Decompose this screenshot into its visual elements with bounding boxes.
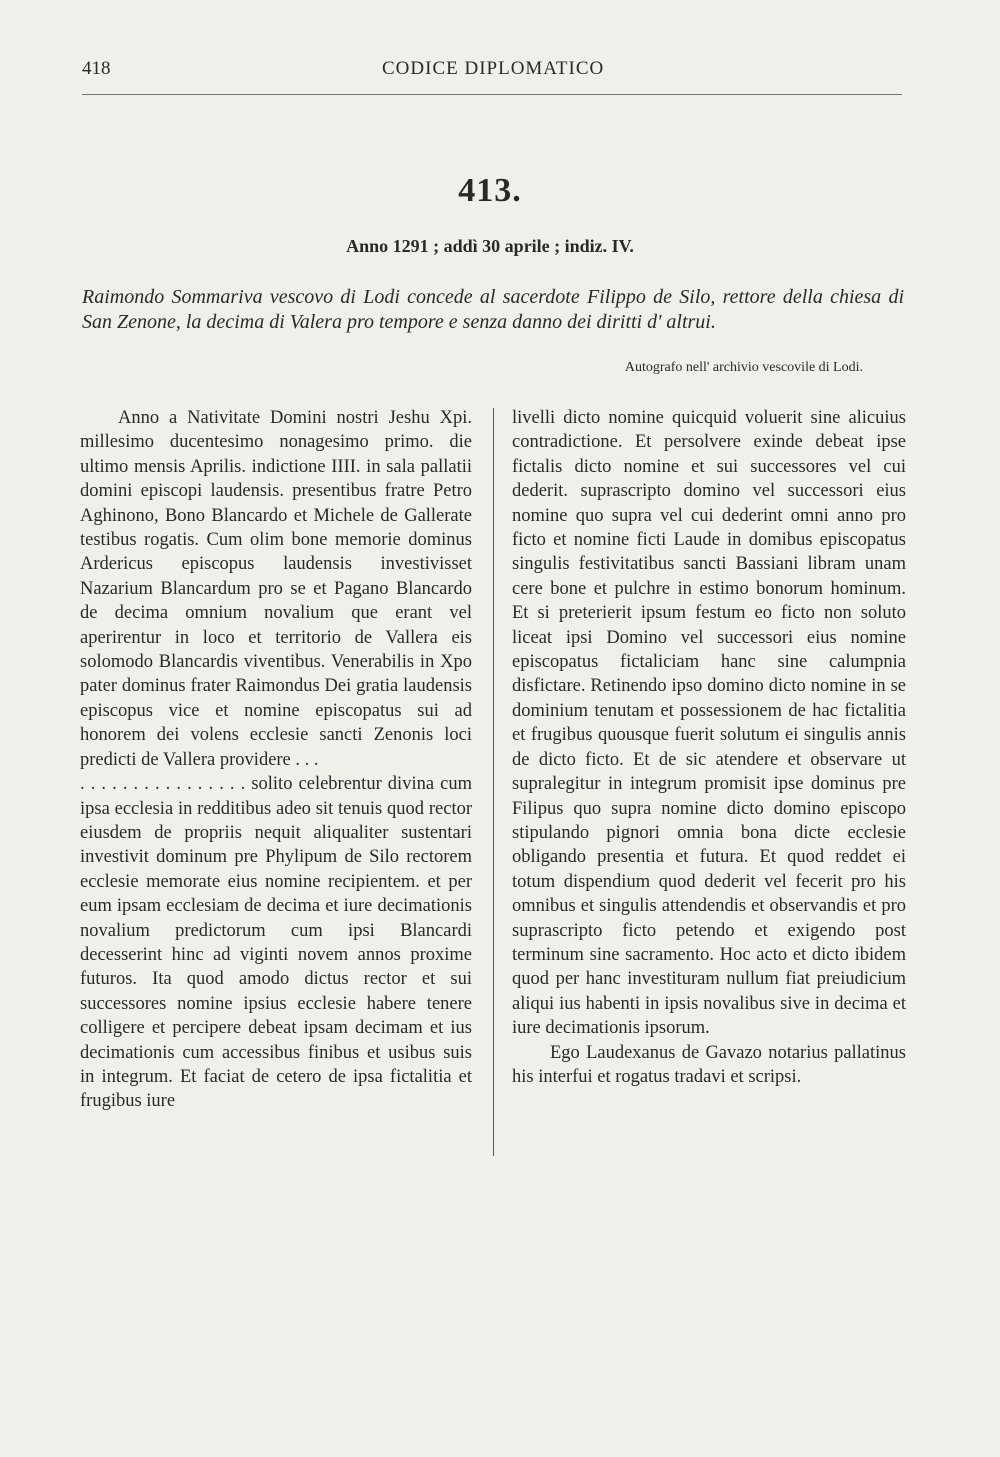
document-number: 413. (458, 172, 522, 209)
running-title: CODICE DIPLOMATICO (382, 58, 605, 79)
document-date-line: Anno 1291 ; addì 30 aprile ; indiz. IV. (346, 236, 634, 256)
right-paragraph-2: Ego Laudexanus de Gavazo notarius pallatinus his interfui et rogatus tradavi et scripsi. (512, 1042, 906, 1087)
document-source: Autografo nell' archivio vescovile di Lodi. (624, 360, 863, 375)
right-paragraph-1: livelli dicto nomine quicquid voluerit sine alicuius contradictione. Et persolvere exinde debeat ipse fictalis dicto nomine et sui successores vel cui dederit. suprascripto domino vel successori eius nomine quo supra vel cui dederint omni anno pro ficto et nomine ficti Laude in domibus episcopatus singulis festivitatibus sancti Bassiani libram unam cere bone et pulchre in estimo bonorum hominum. Et si preterierit ipsum festum eo ficto non soluto liceat ipsi Domino vel successori eius nomine episcopatus fictaliciam hanc sine calumpnia disfictare. Retinendo ipso domino dicto nomine in se dominium tenutam et possessionem de hac fictalitia et frugibus quousque fuerit solutum ei singulis annis de dicto ficto. Et de sic atendere et observare ut supralegitur in integrum promisit ipse dominus pre Filipus quo supra nomine dicto domino episcopo stipulando pignori omnia bona dicte ecclesie obligando presentia et futura. Et quod reddet ei totum dispendium quod dederit vel fecerit pro his omnibus et singulis attendendis et observandis et pro suprascripto ficto petendo et exigendo post terminum sine sacramento. Hoc acto et dicto ibidem quod per hanc investituram nullum fiat preiudicium aliqui ius habenti in ipsis novalibus sive in decima et iure decimationis ipsorum. (512, 408, 906, 1039)
left-column (80, 406, 472, 1114)
header-rule (82, 94, 902, 95)
page-header (82, 58, 902, 88)
column-divider (493, 408, 494, 1156)
page-number: 418 (82, 58, 111, 79)
left-paragraph-2: . . . . . . . . . . . . . . . . solito celebrentur divina cum ipsa ecclesia in redditibus adeo sit tenuis quod rector eiusdem de propriis nequit aliqualiter sustentari investivit dominum pre Phylipum de Silo rectorem ecclesie memorate eius nomine recipientem. et per eum ipsam ecclesiam de decima et iure decimationis novalium predictorum cum ipsi Blancardi decesserint hinc ad viginti novem annos proxime futuros. Ita quod amodo dictus rector et sui successores nomine ipsius ecclesie habere tenere colligere et percipere debeat ipsam decimam et ius decimationis cum accessibus finibus et usibus suis in integrum. Et faciat de cetero de ipsa fictalitia et frugibus iure (80, 774, 472, 1112)
right-column (512, 406, 906, 1089)
left-paragraph-1: Anno a Nativitate Domini nostri Jeshu Xpi. millesimo ducentesimo nonagesimo primo. die ultimo mensis Aprilis. indictione IIII. in sala pallatii domini episcopi laudensis. presentibus fratre Petro Aghinono, Bono Blancardo et Michele de Gallerate testibus rogatis. Cum olim bone memorie dominus Ardericus episcopus laudensis investivisset Nazarium Blancardum pro se et Pagano Blancardo de decima omnium novalium que erant vel aperirentur in loco et territorio de Vallera eis solomodo Blancardis viventibus. Venerabilis in Xpo pater dominus frater Raimondus Dei gratia laudensis episcopus vice et nomine episcopatus sui ad honorem dei volens ecclesie sancti Zenonis loci predicti de Vallera providere . . . (80, 408, 472, 770)
document-summary: Raimondo Sommariva vescovo di Lodi concede al sacerdote Filippo de Silo, rettore della chiesa di San Zenone, la decima di Valera pro tempore e senza danno dei diritti d' altrui. (82, 286, 904, 333)
